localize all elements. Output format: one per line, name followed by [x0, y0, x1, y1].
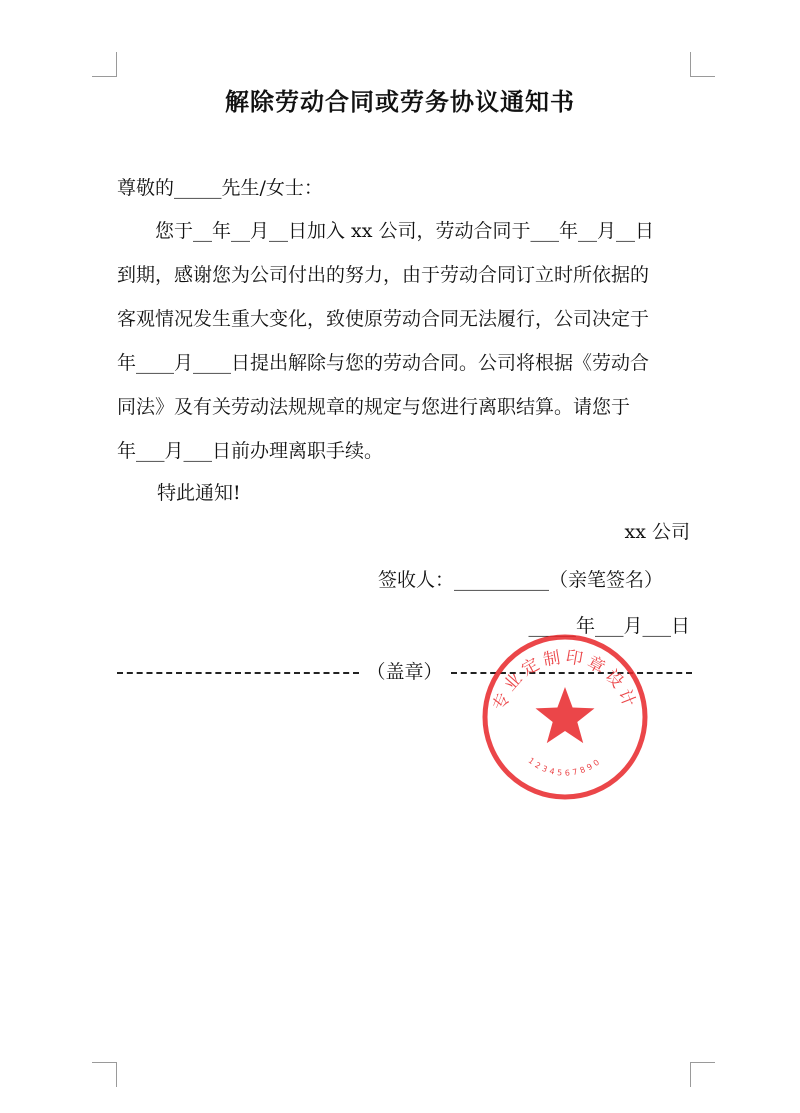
- crop-mark-bottom-left: [92, 1062, 117, 1087]
- body-line: 客观情况发生重大变化，致使原劳动合同无法履行，公司决定于: [117, 308, 650, 330]
- salutation: 尊敬的_____先生/女士：: [117, 177, 323, 199]
- document-title: 解除劳动合同或劳务协议通知书: [225, 88, 575, 116]
- crop-mark-top-left: [92, 52, 117, 77]
- dash-divider-left: [117, 672, 359, 674]
- body-line: 年___月___日前办理离职手续。: [117, 440, 384, 462]
- body-line: 到期，感谢您为公司付出的努力，由于劳动合同订立时所依据的: [117, 264, 650, 286]
- star-icon: [536, 687, 595, 743]
- stamp-number: 1234567890: [526, 755, 604, 778]
- body-paragraph: [117, 209, 691, 473]
- signature-line: 签收人：__________（亲笔签名）: [378, 569, 664, 591]
- crop-mark-bottom-right: [690, 1062, 715, 1087]
- company-name: xx 公司: [624, 521, 690, 543]
- body-line: 年____月____日提出解除与您的劳动合同。公司将根据《劳动合: [117, 352, 650, 374]
- seal-label: （盖章）: [366, 661, 443, 683]
- company-seal-stamp: [480, 632, 650, 802]
- body-line: 您于__年__月__日加入 xx 公司，劳动合同于___年__月__日: [117, 220, 655, 242]
- body-line: 同法》及有关劳动法规规章的规定与您进行离职结算。请您于: [117, 396, 631, 418]
- date-line: _____年___月___日: [528, 615, 690, 637]
- stamp-text: 专业定制印章设计: [489, 647, 641, 714]
- closing-text: 特此通知!: [157, 482, 241, 504]
- crop-mark-top-right: [690, 52, 715, 77]
